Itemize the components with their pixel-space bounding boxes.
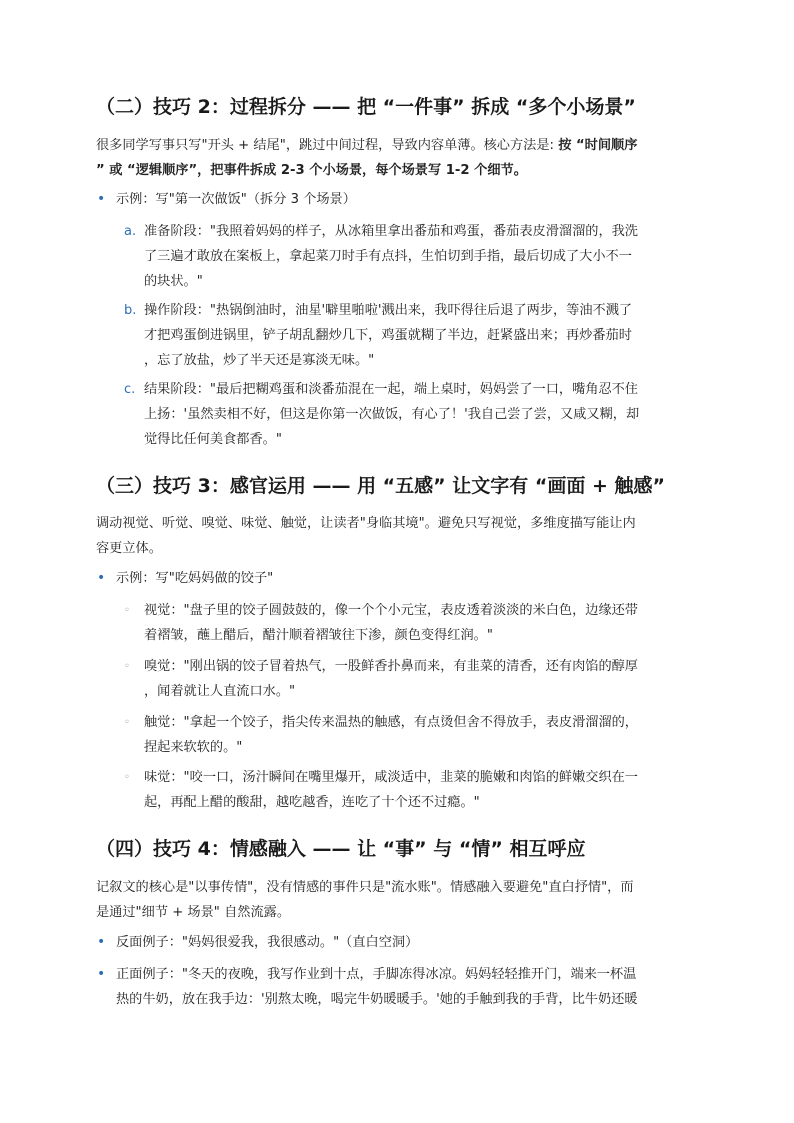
section-2-heading: （二）技巧 2：过程拆分 —— 把 “一件事” 拆成 “多个小场景” bbox=[96, 96, 636, 118]
list-item bbox=[144, 598, 638, 648]
list-item bbox=[144, 219, 638, 294]
list-item bbox=[144, 654, 638, 704]
list-marker-c: c. bbox=[124, 382, 136, 397]
list-item-line: 起，再配上醋的酸甜，越吃越香，连吃了十个还不过瘾。" bbox=[144, 795, 480, 810]
list-item-line: 结果阶段："最后把糊鸡蛋和淡番茄混在一起，端上桌时，妈妈尝了一口，嘴角忍不住 bbox=[144, 382, 638, 397]
bullet-icon: • bbox=[97, 191, 106, 207]
section-2-intro bbox=[96, 133, 637, 183]
intro-text: 很多同学写事只写"开头 + 结尾"，跳过中间过程，导致内容单薄。核心方法是: bbox=[96, 138, 559, 153]
circle-bullet-icon: ◦ bbox=[124, 772, 130, 783]
list-item bbox=[144, 765, 638, 815]
section-2-example: 示例：写"第一次做饭"（拆分 3 个场景） bbox=[116, 192, 356, 207]
list-item-line: 的块状。" bbox=[144, 274, 203, 289]
list-item-line: 着褶皱，蘸上醋后，醋汁顺着褶皱往下渗，颜色变得红润。" bbox=[144, 628, 493, 643]
circle-bullet-icon: ◦ bbox=[124, 717, 130, 728]
intro-emphasis: 按 “时间顺序 bbox=[558, 138, 638, 153]
section-2-intro-line-2: ” 或 “逻辑顺序”，把事件拆成 2-3 个小场景，每个场景写 1-2 个细节。 bbox=[96, 163, 527, 178]
section-3-heading: （三）技巧 3：感官运用 —— 用 “五感” 让文字有 “画面 + 触感” bbox=[96, 475, 666, 497]
list-item-line: 才把鸡蛋倒进锅里，铲子胡乱翻炒几下，鸡蛋就糊了半边，赶紧盛出来；再炒番茄时 bbox=[144, 328, 632, 343]
list-item-line: 热的牛奶，放在我手边：'别熬太晚，喝完牛奶暖暖手。'她的手触到我的手背，比牛奶还暖 bbox=[116, 992, 638, 1007]
list-item bbox=[144, 710, 638, 760]
section-2-intro-line-1 bbox=[96, 133, 637, 158]
list-item bbox=[116, 962, 638, 1012]
intro-line: 调动视觉、听觉、嗅觉、味觉、触觉，让读者"身临其境"。避免只写视觉，多维度描写能让内 bbox=[96, 516, 636, 531]
bullet-icon: • bbox=[97, 570, 106, 586]
list-item-line: 觉得比任何美食都香。" bbox=[144, 432, 282, 447]
list-item-line: 反面例子："妈妈很爱我，我很感动。"（直白空洞） bbox=[116, 935, 419, 950]
list-marker-a: a. bbox=[124, 224, 137, 239]
circle-bullet-icon: ◦ bbox=[124, 661, 130, 672]
list-item-line: 味觉："咬一口，汤汁瞬间在嘴里爆开，咸淡适中，韭菜的脆嫩和肉馅的鲜嫩交织在一 bbox=[144, 770, 638, 785]
list-item bbox=[144, 298, 632, 373]
bullet-icon: • bbox=[97, 966, 106, 982]
section-4-intro bbox=[96, 875, 634, 925]
intro-line: 容更立体。 bbox=[96, 541, 162, 556]
circle-bullet-icon: ◦ bbox=[124, 605, 130, 616]
list-item-line: 了三遍才敢放在案板上，拿起菜刀时手有点抖，生怕切到手指，最后切成了大小不一 bbox=[144, 249, 632, 264]
list-item bbox=[116, 930, 418, 955]
list-item-line: 视觉："盘子里的饺子圆鼓鼓的，像一个个小元宝，表皮透着淡淡的米白色，边缘还带 bbox=[144, 603, 638, 618]
list-item-line: ，忘了放盐，炒了半天还是寡淡无味。" bbox=[144, 353, 375, 368]
list-item-line: ，闻着就让人直流口水。" bbox=[144, 684, 296, 699]
section-3-example: 示例：写"吃妈妈做的饺子" bbox=[116, 571, 274, 586]
list-marker-b: b. bbox=[124, 303, 137, 318]
bullet-icon: • bbox=[97, 934, 106, 950]
list-item-line: 捏起来软软的。" bbox=[144, 740, 243, 755]
list-item bbox=[144, 377, 639, 452]
list-item-line: 操作阶段："热锅倒油时，油星'噼里啪啦'溅出来，我吓得往后退了两步，等油不溅了 bbox=[144, 303, 633, 318]
intro-line: 是通过"细节 + 场景" 自然流露。 bbox=[96, 905, 291, 920]
list-item-line: 准备阶段："我照着妈妈的样子，从冰箱里拿出番茄和鸡蛋，番茄表皮滑溜溜的，我洗 bbox=[144, 224, 638, 239]
section-3-intro bbox=[96, 511, 636, 561]
list-item-line: 嗅觉："刚出锅的饺子冒着热气，一股鲜香扑鼻而来，有韭菜的清香，还有肉馅的醇厚 bbox=[144, 659, 638, 674]
section-4-heading: （四）技巧 4：情感融入 —— 让 “事” 与 “情” 相互呼应 bbox=[96, 838, 586, 860]
intro-line: 记叙文的核心是"以事传情"，没有情感的事件只是"流水账"。情感融入要避免"直白抒情"，而 bbox=[96, 880, 634, 895]
list-item-line: 正面例子："冬天的夜晚，我写作业到十点，手脚冻得冰凉。妈妈轻轻推开门，端来一杯温 bbox=[116, 967, 637, 982]
list-item-line: 上扬：'虽然卖相不好，但这是你第一次做饭，有心了！'我自己尝了尝，又咸又糊，却 bbox=[144, 407, 640, 422]
list-item-line: 触觉："拿起一个饺子，指尖传来温热的触感，有点烫但舍不得放手，表皮滑溜溜的， bbox=[144, 715, 638, 730]
